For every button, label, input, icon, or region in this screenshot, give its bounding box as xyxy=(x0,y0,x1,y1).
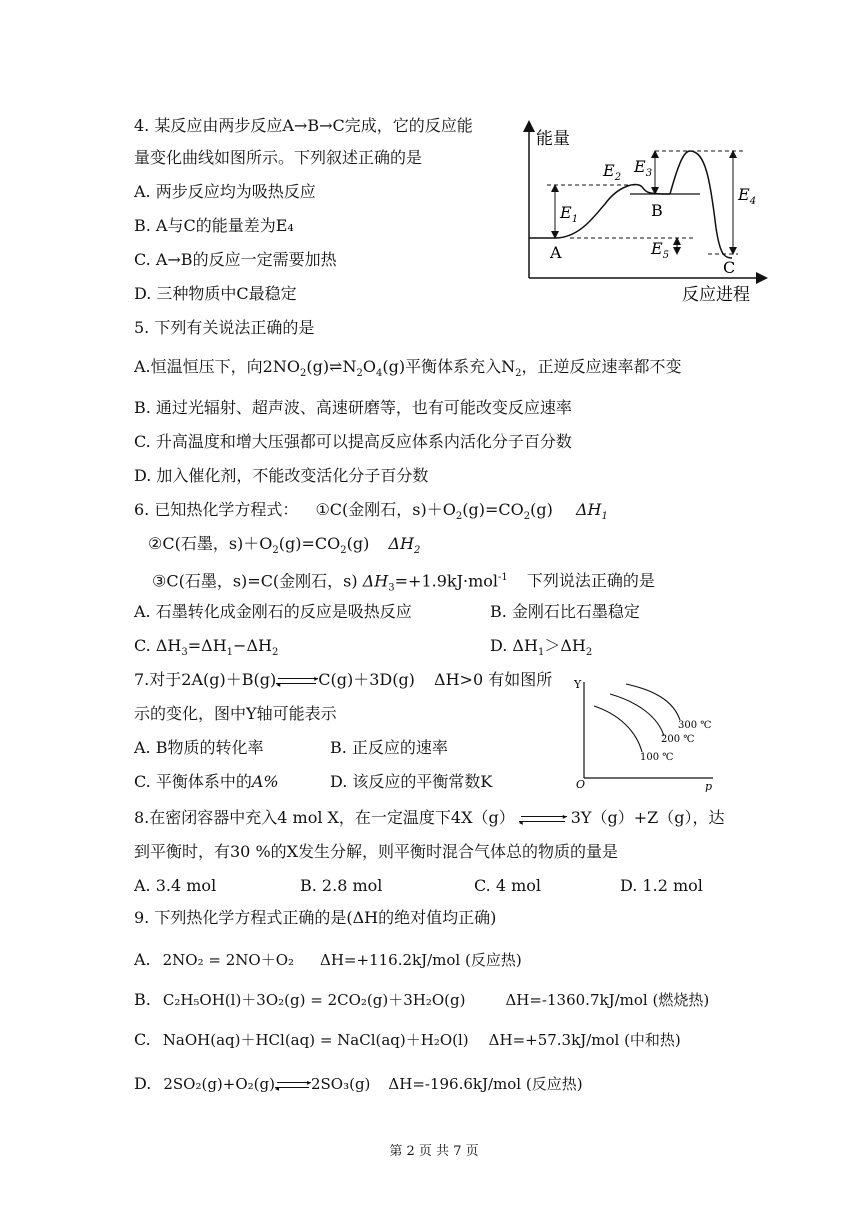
svg-text:E3: $E_3$ xyxy=(634,157,653,179)
svg-text:E5: $E_5$ xyxy=(651,239,670,261)
q8-stem-line2: 到平衡时，有30 %的X发生分解，则平衡时混合气体总的物质的量是 xyxy=(134,842,619,861)
curve-100 xyxy=(594,706,642,752)
q7-option-a: A. B物质的转化率 xyxy=(134,738,264,757)
q6-stem: 6. 已知热化学方程式： ①C(金刚石，$s)+O_2(g)=CO_2(g)$ $\Delta H_1$ xyxy=(134,500,608,523)
equilibrium-arrow: ▸ ◂ xyxy=(276,673,319,689)
e5-label: E xyxy=(651,239,663,258)
temperature-pressure-graph xyxy=(568,672,718,792)
q9-option-b: B. C₂H₅OH(l)＋3O₂(g) = 2CO₂(g)＋3H₂O(g) ΔH=-1360.7kJ/mol (燃烧热) xyxy=(134,990,710,1009)
x-axis-label: 反应进程 xyxy=(682,285,750,305)
page-footer: 第 2 页 共 7 页 xyxy=(389,1144,479,1159)
q8-stem-line1: 8.在密闭容器中充入4 mol X，在一定温度下4X（g） ▸ ◂ 3Y（g）+Z（g），达 xyxy=(134,808,725,827)
q6-equation-2: ②C(石墨，$s)+O_2(g)=CO_2(g)$ $\Delta H_2$ xyxy=(148,534,421,557)
q6-option-c: C. $\Delta H_3=\Delta H_1-\Delta H_2$ xyxy=(134,636,279,659)
equilibrium-arrow: ▸ ◂ xyxy=(274,1077,311,1093)
q9-stem: 9. 下列热化学方程式正确的是(ΔH的绝对值均正确) xyxy=(134,908,497,927)
q6-equation-3: ③C(石墨，s)=C(金刚石，s) $\Delta H_3=+1.9kJ\cdot mol^{-1}$ 下列说法正确的是 xyxy=(152,571,655,594)
e1-label: E xyxy=(560,203,572,222)
q4-stem-line1: 4. 某反应由两步反应A→B→C完成，它的反应能 xyxy=(134,116,473,135)
q7-option-b: B. 正反应的速率 xyxy=(330,738,448,757)
graph-y-label: Y xyxy=(574,678,582,691)
svg-text:E4: $E_4$ xyxy=(738,185,757,207)
q5-option-c: C. 升高温度和增大压强都可以提高反应体系内活化分子百分数 xyxy=(134,432,572,451)
q8-option-b: B. 2.8 mol xyxy=(300,876,383,895)
q7-option-d: D. 该反应的平衡常数K xyxy=(330,772,493,791)
label-300: 300 ℃ xyxy=(678,720,712,731)
q6-option-a: A. 石墨转化成金刚石的反应是吸热反应 xyxy=(134,602,412,621)
label-200: 200 ℃ xyxy=(661,734,695,745)
q7-stem-line2: 示的变化，图中Y轴可能表示 xyxy=(134,704,337,723)
q4-option-b: B. A与C的能量差为E₄ xyxy=(134,216,294,235)
q8-option-d: D. 1.2 mol xyxy=(620,876,703,895)
label-100: 100 ℃ xyxy=(640,752,674,763)
q5-option-b: B. 通过光辐射、超声波、高速研磨等，也有可能改变反应速率 xyxy=(134,398,572,417)
curve-300 xyxy=(626,684,680,720)
q4-stem-line2: 量变化曲线如图所示。下列叙述正确的是 xyxy=(134,148,423,167)
svg-text:E1: $E_1$ xyxy=(560,203,579,225)
q5-stem: 5. 下列有关说法正确的是 xyxy=(134,318,315,337)
q8-option-c: C. 4 mol xyxy=(474,876,542,895)
q9-option-c: C. NaOH(aq)＋HCl(aq) = NaCl(aq)＋H₂O(l) ΔH=+57.3kJ/mol (中和热) xyxy=(134,1030,681,1049)
q6-option-b: B. 金刚石比石墨稳定 xyxy=(490,602,640,621)
point-b-label: B xyxy=(651,201,663,220)
energy-curve xyxy=(529,185,670,238)
q8-option-a: A. 3.4 mol xyxy=(134,876,217,895)
curve-200 xyxy=(610,694,664,736)
graph-x-label: p xyxy=(705,780,713,792)
svg-text:E2: $E_2$ xyxy=(603,161,622,183)
e2-label: E xyxy=(603,161,615,180)
q5-option-d: D. 加入催化剂，不能改变活化分子百分数 xyxy=(134,466,429,485)
q4-option-c: C. A→B的反应一定需要加热 xyxy=(134,250,337,269)
q7-option-c: C. 平衡体系中的A% xyxy=(134,772,279,791)
e3-label: E xyxy=(634,157,646,176)
equilibrium-arrow: ▸ ◂ xyxy=(518,811,567,827)
q9-option-d: D. 2SO₂(g)+O₂(g) ▸ ◂ 2SO₃(g) ΔH=-196.6kJ/mol (反应热) xyxy=(134,1074,583,1093)
q4-option-d: D. 三种物质中C最稳定 xyxy=(134,284,297,303)
q5-option-a: A.恒温恒压下，向$2NO_2(g)\rightleftharpoons N_2O_4(g)$平衡体系充入$N_2$，正逆反应速率都不变 xyxy=(134,357,682,380)
y-axis-label: 能量 xyxy=(536,129,570,149)
point-a-label: A xyxy=(550,243,562,262)
q9-option-a: A. 2NO₂ = 2NO＋O₂ ΔH=+116.2kJ/mol (反应热) xyxy=(134,950,522,969)
point-c-label: C xyxy=(723,258,736,277)
graph-origin-label: O xyxy=(576,778,586,791)
energy-diagram xyxy=(520,118,770,308)
q4-option-a: A. 两步反应均为吸热反应 xyxy=(134,182,316,201)
q7-stem-line1: 7.对于2A(g)＋B(g) ▸ ◂ C(g)＋3D(g) ΔH>0 有如图所 xyxy=(134,670,553,689)
e4-label: E xyxy=(738,185,750,204)
q6-option-d: D. $\Delta H_1>\Delta H_2$ xyxy=(490,636,593,659)
